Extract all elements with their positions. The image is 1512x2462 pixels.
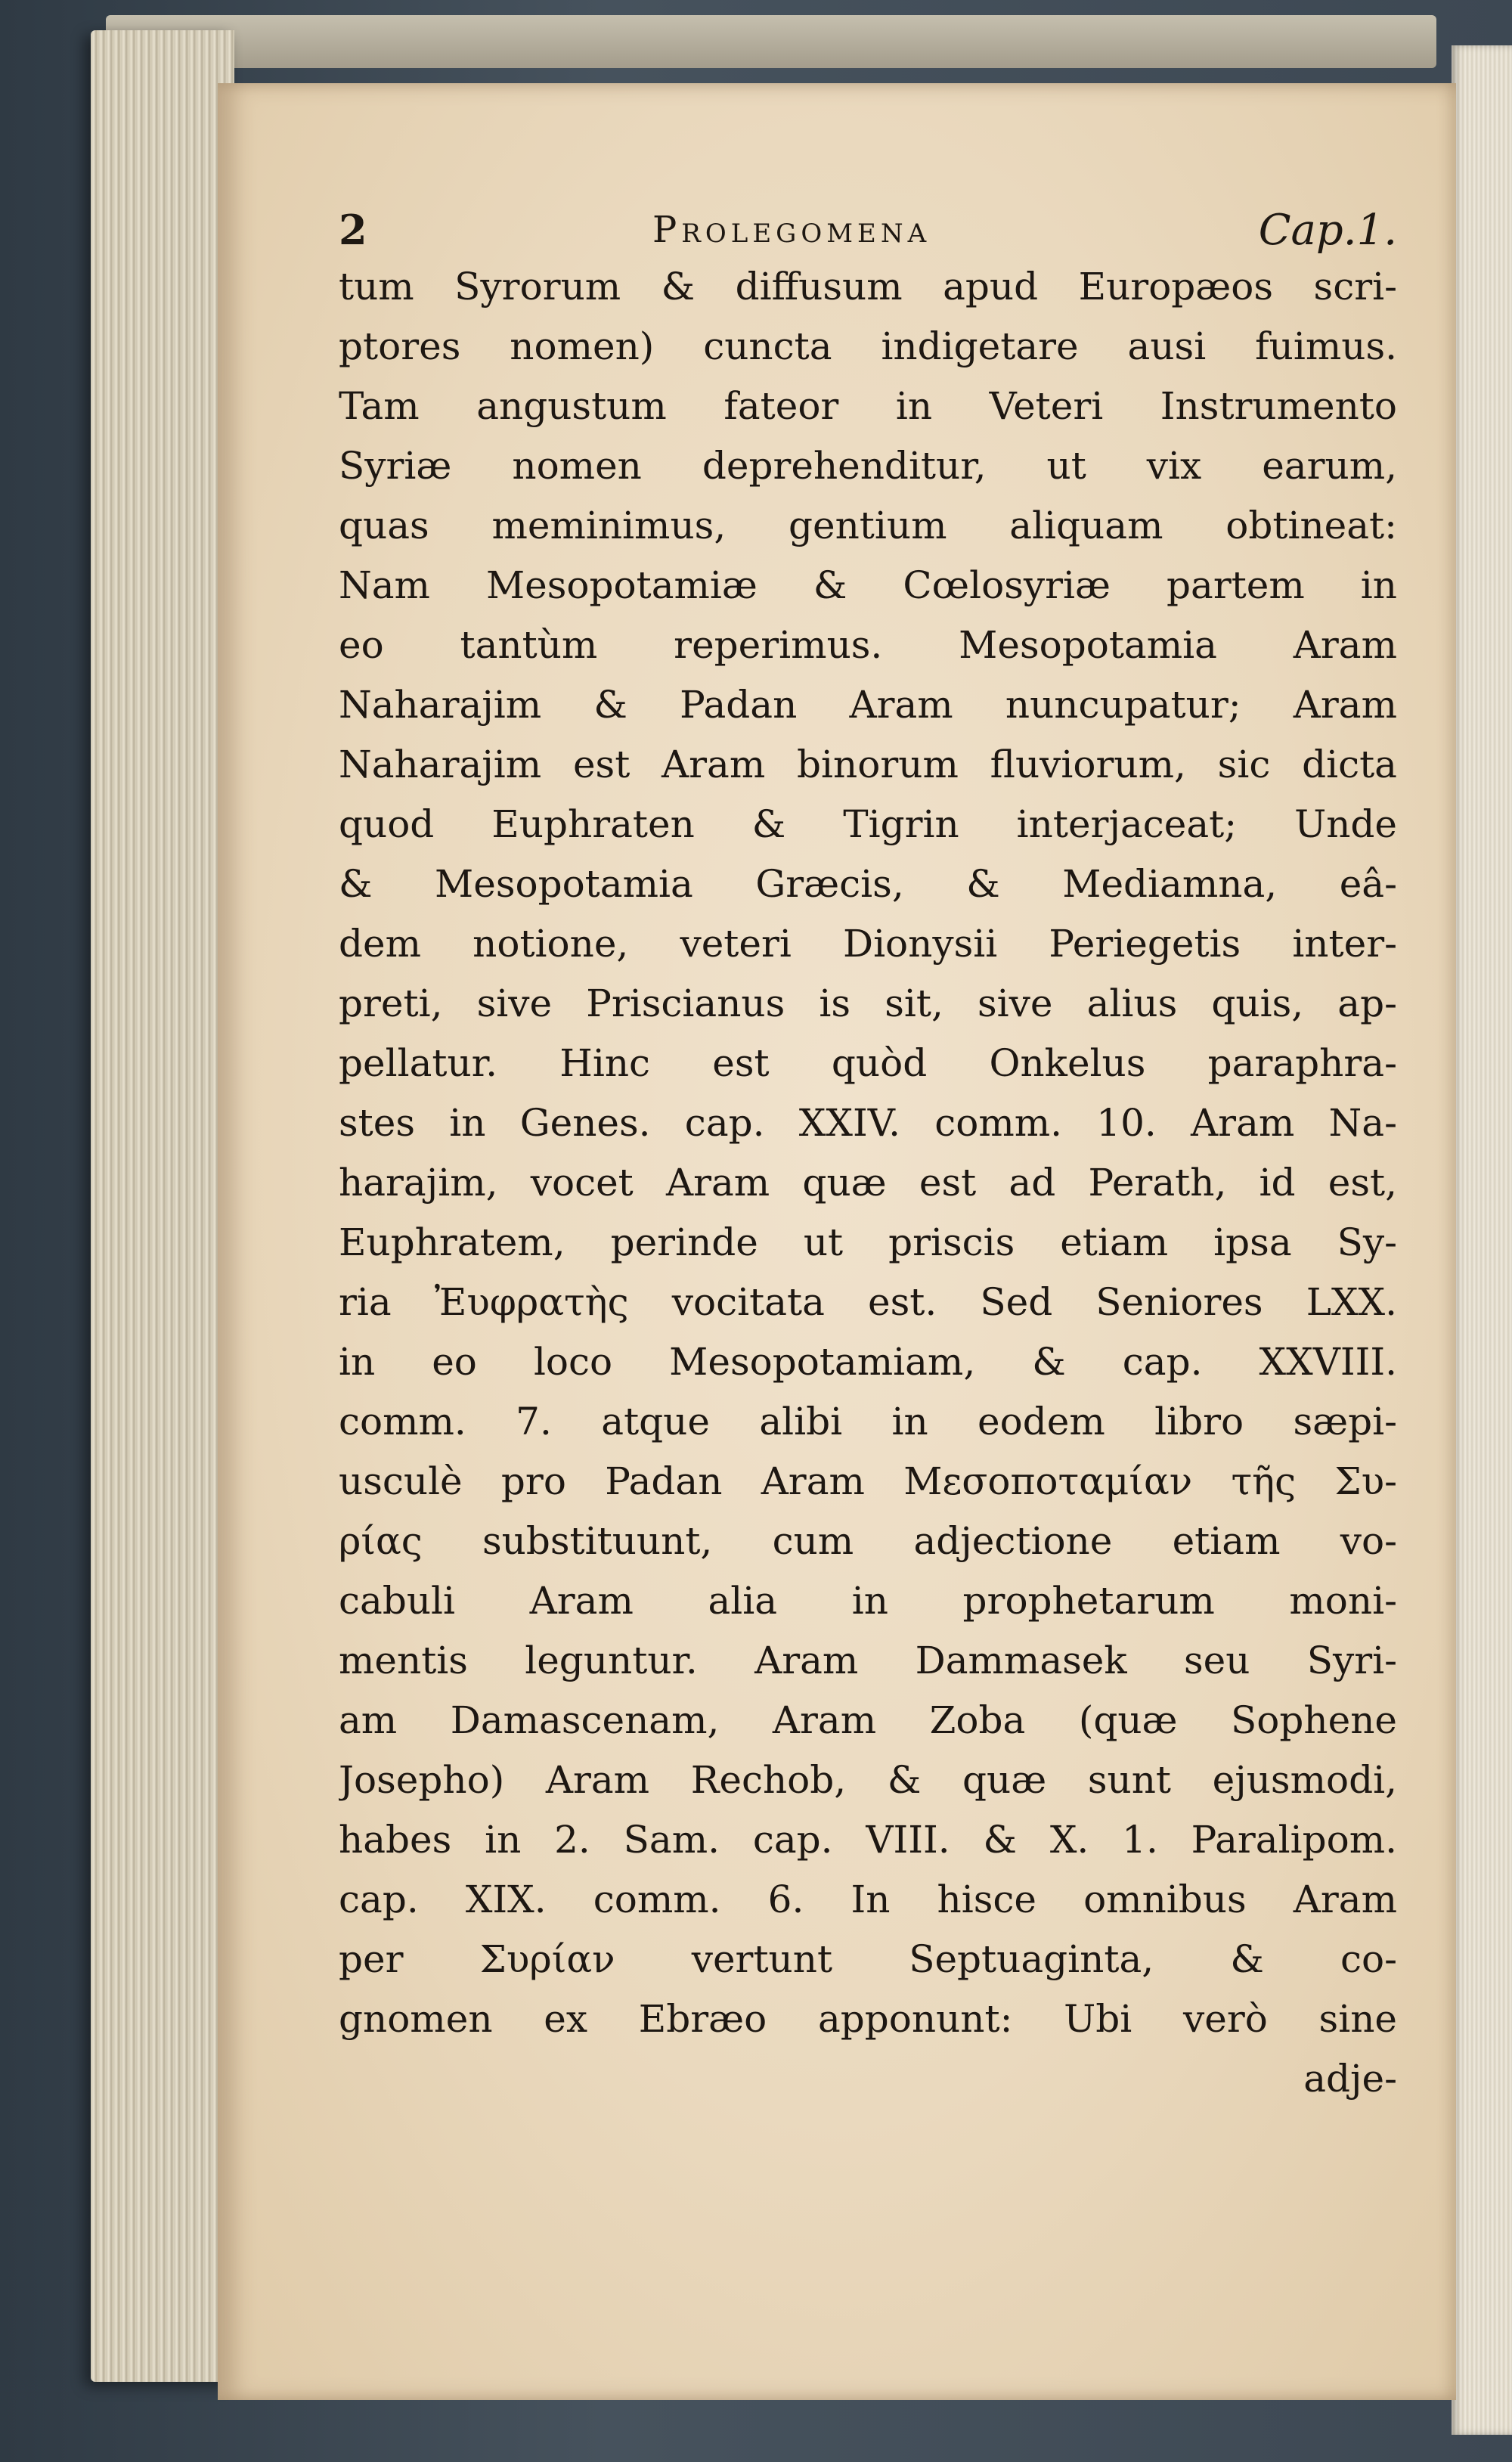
text-line: dem notione, veteri Dionysii Periegetis inter- (339, 922, 1397, 966)
text-line: Naharajim est Aram binorum fluviorum, sic dicta (339, 743, 1397, 786)
chapter-label: Cap.1. (1258, 206, 1397, 255)
text-line: in eo loco Mesopotamiam, & cap. XXVIII. (339, 1340, 1397, 1384)
text-line: ria Ἐυφρατὴς vocitata est. Sed Seniores LXX. (339, 1280, 1397, 1324)
text-line: & Mesopotamia Græcis, & Mediamna, eâ- (339, 862, 1397, 906)
book-top-edge (106, 15, 1436, 68)
text-line: usculè pro Padan Aram Μεσοποταμίαν τῆς Συ- (339, 1459, 1397, 1503)
text-line: am Damascenam, Aram Zoba (quæ Sophene (339, 1698, 1397, 1742)
text-line: adje- (1303, 2057, 1397, 2101)
text-line: Naharajim & Padan Aram nuncupatur; Aram (339, 683, 1397, 727)
text-line: quas meminimus, gentium aliquam obtineat: (339, 504, 1397, 547)
text-line: pellatur. Hinc est quòd Onkelus paraphra- (339, 1041, 1397, 1085)
text-line: per Συρίαν vertunt Septuaginta, & co- (339, 1937, 1397, 1981)
text-line: mentis leguntur. Aram Dammasek seu Syri- (339, 1639, 1397, 1682)
page-header (339, 206, 1397, 259)
text-line: habes in 2. Sam. cap. VIII. & X. 1. Paralipom. (339, 1818, 1397, 1862)
text-line: cabuli Aram alia in prophetarum moni- (339, 1579, 1397, 1623)
right-page-edges (1452, 45, 1512, 2435)
text-line: Euphratem, perinde ut priscis etiam ipsa Sy- (339, 1220, 1397, 1264)
text-line: harajim, vocet Aram quæ est ad Perath, id est, (339, 1161, 1397, 1205)
text-line: Josepho) Aram Rechob, & quæ sunt ejusmodi, (339, 1758, 1397, 1802)
text-line: ptores nomen) cuncta indigetare ausi fuimus. (339, 324, 1397, 368)
body-text (339, 257, 1397, 2109)
left-page-edges (91, 30, 234, 2382)
text-line: stes in Genes. cap. XXIV. comm. 10. Aram Na- (339, 1101, 1397, 1145)
text-line: quod Euphraten & Tigrin interjaceat; Unde (339, 802, 1397, 846)
text-line: ρίας substituunt, cum adjectione etiam vo- (339, 1519, 1397, 1563)
text-line: gnomen ex Ebræo apponunt: Ubi verò sine (339, 1997, 1397, 2041)
text-line: Tam angustum fateor in Veteri Instrumento (339, 384, 1397, 428)
text-line: Nam Mesopotamiæ & Cœlosyriæ partem in (339, 563, 1397, 607)
text-line: cap. XIX. comm. 6. In hisce omnibus Aram (339, 1878, 1397, 1921)
page-number: 2 (339, 206, 367, 254)
text-line: comm. 7. atque alibi in eodem libro sæpi- (339, 1400, 1397, 1443)
text-line: Syriæ nomen deprehenditur, ut vix earum, (339, 444, 1397, 488)
text-line: eo tantùm reperimus. Mesopotamia Aram (339, 623, 1397, 667)
text-line: tum Syrorum & diffusum apud Europæos scri- (339, 265, 1397, 309)
text-line: preti, sive Priscianus is sit, sive alius quis, ap- (339, 981, 1397, 1025)
running-title: Prolegomena (652, 209, 931, 251)
